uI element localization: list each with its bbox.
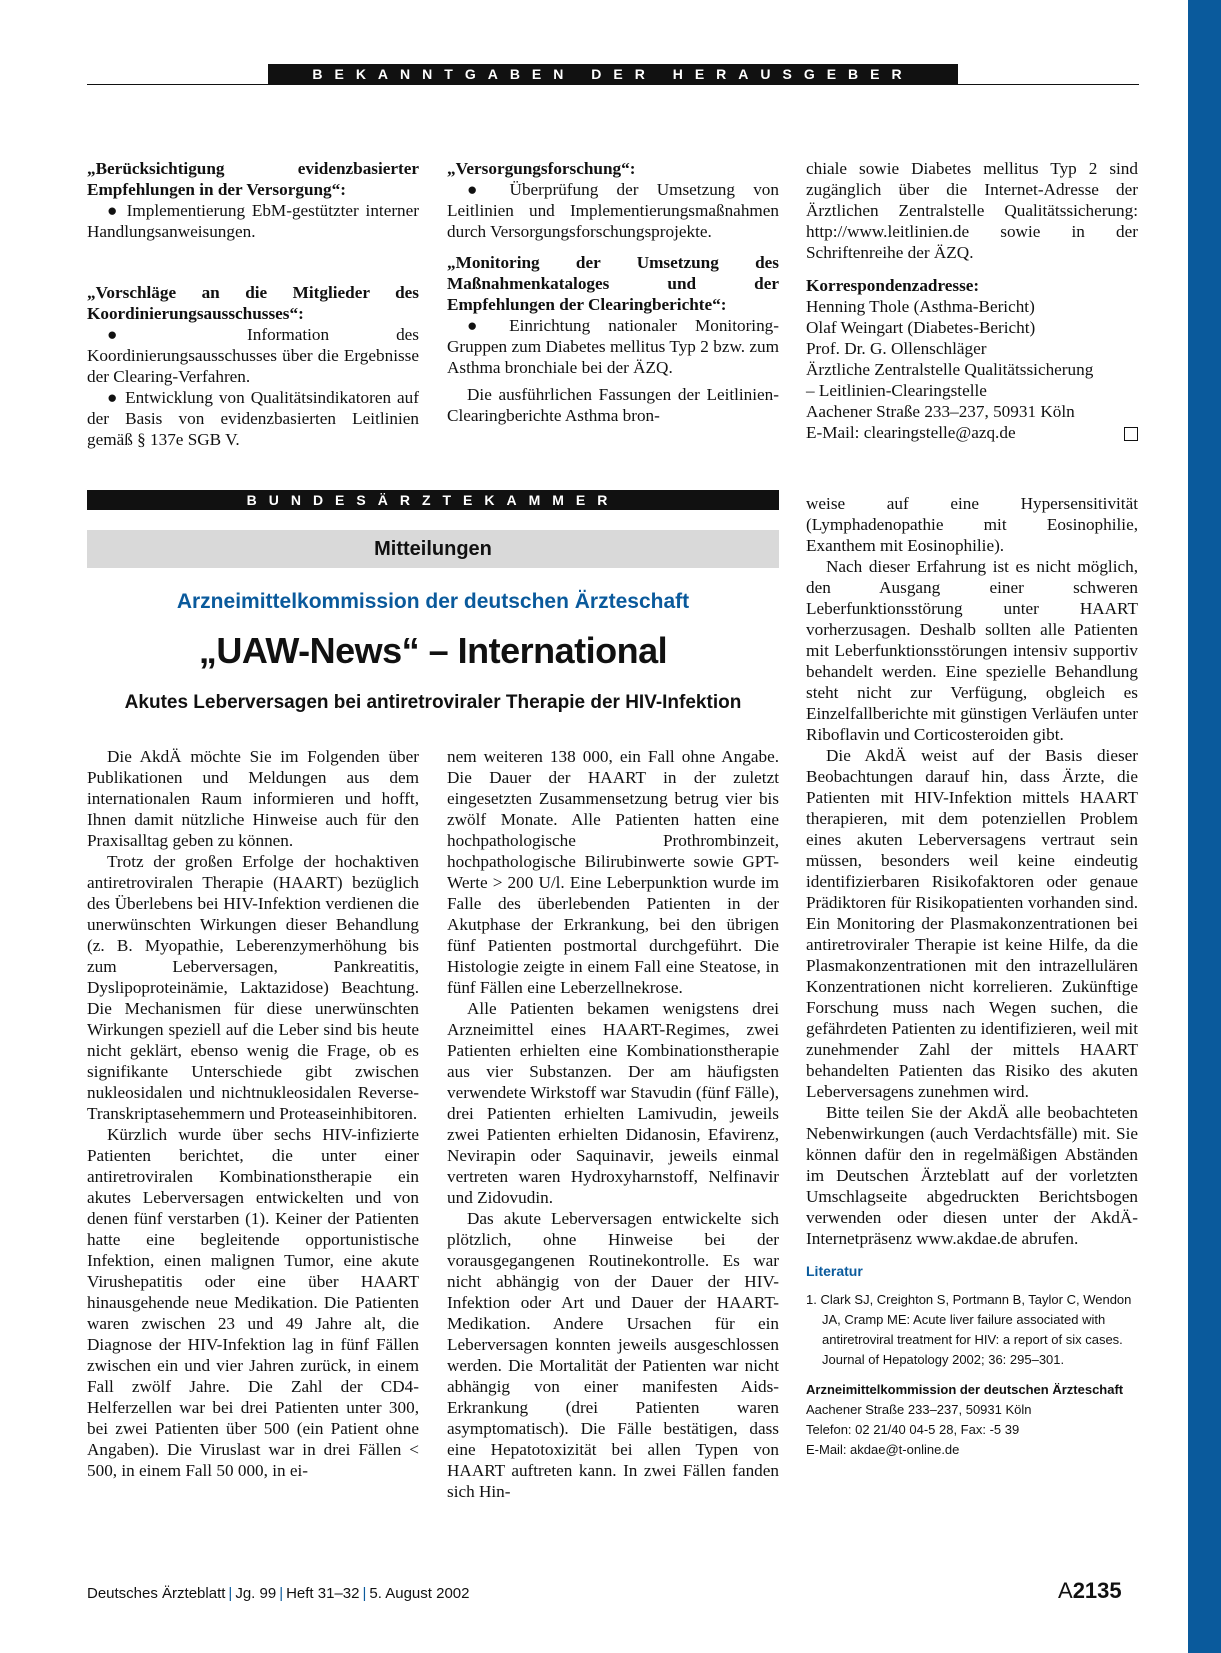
page-edge-band	[1188, 0, 1221, 1653]
footer-separator: |	[362, 1585, 367, 1602]
contact-line-6: Aachener Straße 233–237, 50931 Köln	[806, 402, 1075, 421]
org-phone: Telefon: 02 21/40 04-5 28, Fax: -5 39	[806, 1422, 1020, 1437]
section-band-bundesaerztekammer: BUNDESÄRZTEKAMMER	[87, 490, 779, 510]
org-address: Aachener Straße 233–237, 50931 Köln	[806, 1402, 1032, 1417]
top-col2-item-2: ● Einrichtung nationaler Monitoring-Gruppen zum Diabetes mellitus Typ 2 bzw. zum Asthma bronchiale bei der ÄZQ.	[447, 316, 779, 377]
org-name: Arzneimittelkommission der deutschen Ärzteschaft	[806, 1382, 1124, 1397]
article-column-1	[87, 746, 419, 1481]
article-column-2	[447, 746, 779, 1502]
contact-heading: Korrespondenzadresse:	[806, 276, 980, 295]
article-col3-para-4: Bitte teilen Sie der AkdÄ alle beobachteten Nebenwirkungen (auch Verdachtsfälle) mit. Sie können dafür den in regelmäßigen Abständen im Deutschen Ärzteblatt auf der vorletzten Umschlagseite abgedruckten Berichtsbogen verwenden oder diesen unter der AkdÄ-Internetpräsenz www.akdae.de abrufen.	[806, 1103, 1138, 1248]
article-column-3	[806, 493, 1138, 1460]
page-number-value: 2135	[1072, 1578, 1122, 1603]
footer-volume: Jg. 99	[235, 1585, 277, 1602]
literature-list	[806, 1290, 1138, 1460]
footer-issue: Heft 31–32	[286, 1585, 360, 1602]
article-supertitle: Arzneimittelkommission der deutschen Ärzteschaft	[176, 590, 690, 613]
page-prefix: A	[1058, 1578, 1073, 1603]
article-col1-para-3: Kürzlich wurde über sechs HIV-infizierte Patienten berichtet, die unter einer antiretroviralen Kombinationstherapie ein akutes Leberversagen entwickelten und von denen fünf verstarben (1). Keiner der Patienten hatte eine begleitende opportunistische Infektion, einen malignen Tumor, eine akute Virushepatitis oder eine über HAART hinausgehende neue Medikation. Die Patienten waren zwischen 23 und 49 Jahre alt, die Diagnose der HIV-Infektion lag in fünf Fällen zwischen ein und vier Jahren zurück, in einem Fall zwölf Jahre. Die Zahl der CD4-Helferzellen war bei drei Patienten unter 300, bei zwei Patienten über 500 (ein Patient ohne Angaben). Die Viruslast war in drei Fällen < 500, in einem Fall 50 000, in ei-	[87, 1125, 419, 1480]
top-col1-item-3: ● Entwicklung von Qualitätsindikatoren auf der Basis von evidenzbasierten Leitlinien gemäß § 137e SGB V.	[87, 388, 419, 449]
footer-citation	[87, 1585, 469, 1602]
article-col2-para-2: Alle Patienten bekamen wenigstens drei Arzneimittel eines HAART-Regimes, zwei Patienten erhielten eine Kombinationstherapie aus vier Substanzen. Der am häufigsten verwendete Wirkstoff war Stavudin (fünf Fälle), drei Patienten erhielten Lamivudin, jeweils zwei Patienten erhielten Didanosin, Efavirenz, Nevirapin oder Saquinavir, jeweils einmal vertreten waren Hydroxyharnstoff, Nelfinavir und Zidovudin.	[447, 999, 779, 1207]
reference-item: 1. Clark SJ, Creighton S, Portmann B, Taylor C, Wendon JA, Cramp ME: Acute liver failure associated with antiretroviral treatment for HIV: a report of six cases. Journal of Hepatology 2002; 36: 295–301.	[806, 1292, 1132, 1367]
contact-line-7: E-Mail: clearingstelle@azq.de	[806, 423, 1016, 442]
contact-line-2: Olaf Weingart (Diabetes-Bericht)	[806, 318, 1036, 337]
end-mark-icon	[1124, 427, 1138, 441]
top-col2-item-1: ● Überprüfung der Umsetzung von Leitlinien und Implementierungsmaßnahmen durch Versorgungsforschungsprojekte.	[447, 180, 779, 241]
article-col2-para-1: nem weiteren 138 000, ein Fall ohne Angabe. Die Dauer der HAART in der zuletzt eingesetzten Zusammensetzung betrug vier bis zwölf Monate. Alle Patienten hatten eine hochpathologische Prothrombinzeit, hochpathologische Bilirubinwerte sowie GPT-Werte > 200 U/l. Eine Leberpunktion wurde im Falle des überlebenden Patienten in der Akutphase der Erkrankung, bei den übrigen fünf Patienten postmortal durchgeführt. Die Histologie zeigte in einem Fall eine Steatose, in fünf Fällen eine Leberzellnekrose.	[447, 747, 779, 997]
top-col2-para: Die ausführlichen Fassungen der Leitlinien-Clearingberichte Asthma bron-	[447, 385, 779, 425]
footer-separator: |	[279, 1585, 284, 1602]
top-col1-item-2: ● Information des Koordinierungsausschusses über die Ergebnisse der Clearing-Verfahren.	[87, 325, 419, 386]
article-col3-para-3: Die AkdÄ weist auf der Basis dieser Beobachtungen darauf hin, dass Ärzte, die Patienten mit HIV-Infektion mittels HAART therapieren, mit dem potenziellen Problem eines akuten Leberversagens vertraut sein müssen, besonders weil keine eindeutig identifizierbaren Risikofaktoren oder genaue Prädiktoren für Risikopatienten vorhanden sind. Ein Monitoring der Plasmakonzentrationen bei antiretroviraler Therapie ist keine Hilfe, da die Plasmakonzentrationen mit den intrazellulären Konzentrationen nicht korrelieren. Zukünftige Forschung muss nach Wegen suchen, die gefährdeten Patienten zu identifizieren, weil mit zunehmender Zahl der mittels HAART behandelten Patienten das Risiko des akuten Leberversagens zunehmen wird.	[806, 746, 1138, 1101]
contact-line-1: Henning Thole (Asthma-Bericht)	[806, 297, 1035, 316]
contact-email-line	[806, 422, 1138, 443]
contact-line-4: Ärztliche Zentralstelle Qualitätssicherung	[806, 360, 1094, 379]
top-col3-intro: chiale sowie Diabetes mellitus Typ 2 sind zugänglich über die Internet-Adresse der Ärztlichen Zentralstelle Qualitätssicherung: http://www.leitlinien.de sowie in der Schriftenreihe der ÄZQ.	[806, 159, 1138, 262]
article-title: „UAW-News“ – International	[198, 630, 668, 671]
footer-separator: |	[228, 1585, 233, 1602]
article-col1-para-1: Die AkdÄ möchte Sie im Folgenden über Publikationen und Meldungen aus dem internationalen Raum informieren und hofft, Ihnen damit nützliche Hinweise auch für den Praxisalltag geben zu können.	[87, 747, 419, 850]
top-col1-item-1: ● Implementierung EbM-gestützter interner Handlungsanweisungen.	[87, 201, 419, 241]
article-col2-para-3: Das akute Leberversagen entwickelte sich plötzlich, ohne Hinweise bei der vorausgegangenen Routinekontrolle. Es war nicht abhängig von der Dauer der HIV-Infektion oder Art und Dauer der HAART-Medikation. Andere Ursachen für ein Leberversagen konnten jeweils ausgeschlossen werden. Die Mortalität der Patienten war nicht abhängig von einer manifesten Aids-Erkrankung (drei Patienten waren asymptomatisch). Die Fälle bestätigen, dass eine Hepatotoxizität bei allen Typen von HAART auftreten kann. In zwei Fällen fanden sich Hin-	[447, 1209, 779, 1501]
article-col3-para-2: Nach dieser Erfahrung ist es nicht möglich, den Ausgang einer schweren Leberfunktionsstörung unter HAART vorherzusagen. Deshalb sollten alle Patienten mit Leberfunktionsstörungen intensiv supportiv behandelt werden. Eine spezielle Behandlung steht nicht zur Verfügung, obgleich es Einzelfallberichte mit günstigen Verläufen unter Riboflavin und Corticosteroiden gibt.	[806, 557, 1138, 744]
literature-heading: Literatur	[806, 1263, 863, 1279]
top-col1-heading-2: „Vorschläge an die Mitglieder des Koordinierungsausschusses“:	[87, 283, 419, 323]
top-col2-heading-2: „Monitoring der Umsetzung des Maßnahmenkataloges und der Empfehlungen der Clearingberichte“:	[447, 253, 779, 314]
top-column-1	[87, 158, 419, 450]
article-col1-para-2: Trotz der großen Erfolge der hochaktiven antiretroviralen Therapie (HAART) bezüglich des Überlebens bei HIV-Infektion verdienen die unerwünschten Wirkungen dieser Behandlung (z. B. Myopathie, Leberenzymerhöhung bis zum Leberversagen, Pankreatitis, Dyslipoproteinämie, Laktazidose) Beachtung. Die Mechanismen für diese unerwünschten Wirkungen speziell auf die Leber sind bis heute nicht geklärt, ebenso wenig die Frage, ob es signifikante Unterschiede gibt zwischen nukleosidalen und nichtnukleosidalen Reverse-Transkriptasehemmern und Proteaseinhibitoren.	[87, 852, 419, 1123]
footer-journal: Deutsches Ärzteblatt	[87, 1585, 226, 1602]
article-subtitle: Akutes Leberversagen bei antiretroviraler Therapie der HIV-Infektion	[124, 692, 742, 713]
top-col1-heading-1: „Berücksichtigung evidenzbasierter Empfehlungen in der Versorgung“:	[87, 159, 419, 199]
top-col2-heading-1: „Versorgungsforschung“:	[447, 159, 636, 178]
contact-line-3: Prof. Dr. G. Ollenschläger	[806, 339, 987, 358]
contact-line-5: – Leitlinien-Clearingstelle	[806, 381, 987, 400]
article-col3-para-1: weise auf eine Hypersensitivität (Lymphadenopathie mit Eosinophilie, Exanthem mit Eosinophilie).	[806, 494, 1138, 555]
mitteilungen-band: Mitteilungen	[87, 530, 779, 568]
org-email: E-Mail: akdae@t-online.de	[806, 1442, 960, 1457]
top-column-2	[447, 158, 779, 426]
footer-date: 5. August 2002	[369, 1585, 470, 1602]
top-column-3	[806, 158, 1138, 443]
page-number	[1058, 1578, 1122, 1604]
section-band-top: BEKANNTGABEN DER HERAUSGEBER	[268, 64, 958, 84]
header-rule	[87, 84, 1139, 85]
